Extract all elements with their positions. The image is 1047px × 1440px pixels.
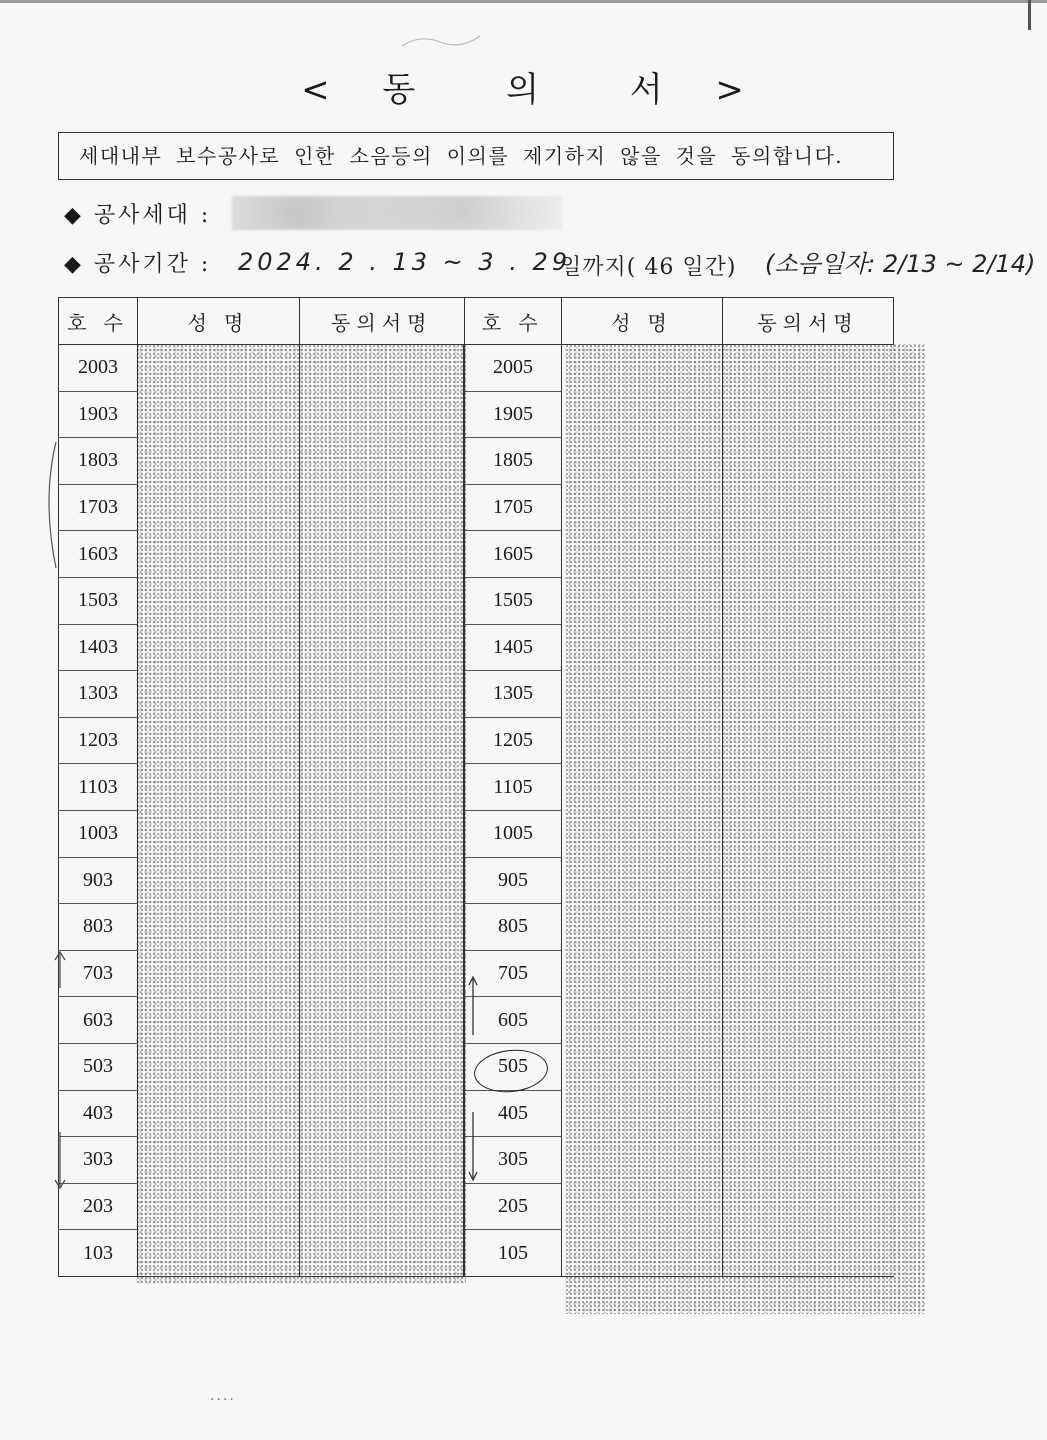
consent-statement-text: 세대내부 보수공사로 인한 소음등의 이의를 제기하지 않을 것을 동의합니다. [79,144,844,168]
unit-cell: 405 [464,1090,562,1137]
unit-cell: 1603 [59,531,138,578]
unit-cell: 1405 [464,624,562,671]
period-field [64,247,211,278]
scan-edge [1028,0,1031,30]
unit-cell: 805 [464,904,562,951]
document-title [0,62,1047,111]
unit-cell: 1103 [59,764,138,811]
unit-cell: 1003 [59,810,138,857]
unit-cell: 1305 [464,671,562,718]
unit-cell: 703 [59,950,138,997]
unit-cell: 803 [59,904,138,951]
unit-cell: 505 [464,1043,562,1090]
header-signature: 동의서명 [300,298,465,345]
unit-cell: 605 [464,997,562,1044]
arrow-up-icon [52,950,68,990]
unit-cell: 1905 [464,391,562,438]
title-bracket-close: > [715,70,746,110]
household-label: ◆ 공사세대 : [64,203,212,228]
scan-edge [0,0,1047,3]
redacted-names-right [565,344,925,1314]
unit-cell: 203 [59,1183,138,1230]
household-field [64,198,211,229]
unit-cell: 1605 [464,531,562,578]
unit-cell: 205 [464,1183,562,1230]
unit-cell: 903 [59,857,138,904]
arrow-up-icon [468,975,478,1037]
unit-cell: 1703 [59,484,138,531]
redacted-household [232,196,562,230]
consent-statement [58,132,894,180]
header-signature: 동의서명 [723,298,894,345]
unit-cell: 1105 [464,764,562,811]
unit-cell: 1303 [59,671,138,718]
table-header-row [59,298,894,345]
unit-cell: 1705 [464,484,562,531]
unit-cell: 1403 [59,624,138,671]
arrow-down-icon [468,1110,478,1182]
footer-marks: ···· [210,1392,236,1408]
unit-cell: 1505 [464,577,562,624]
period-label: ◆ 공사기간 : [64,252,212,277]
title-char: 서 [629,70,665,110]
title-char: 의 [506,70,541,110]
unit-cell: 2005 [464,345,562,392]
pencil-bracket [40,440,60,570]
period-dates: 2024. 2 . 13 ~ 3 . 29 [238,248,572,276]
header-name: 성 명 [138,298,300,345]
header-unit: 호 수 [464,298,562,345]
unit-cell: 1005 [464,810,562,857]
header-name: 성 명 [562,298,723,345]
unit-cell: 105 [464,1230,562,1277]
unit-cell: 103 [59,1230,138,1277]
unit-cell: 1205 [464,717,562,764]
unit-cell: 1203 [59,717,138,764]
unit-cell: 403 [59,1090,138,1137]
title-bracket-open: < [301,70,332,110]
unit-cell: 1803 [59,438,138,485]
title-char: 동 [382,70,418,110]
unit-cell: 1903 [59,391,138,438]
unit-cell: 303 [59,1137,138,1184]
unit-cell: 1503 [59,577,138,624]
redacted-names-left [136,344,466,1284]
unit-cell: 905 [464,857,562,904]
unit-cell: 503 [59,1043,138,1090]
unit-cell: 2003 [59,345,138,392]
arrow-down-icon [52,1130,68,1190]
period-duration: 일까지( 46 일간) [560,255,737,280]
unit-cell: 603 [59,997,138,1044]
unit-cell: 705 [464,950,562,997]
header-unit: 호 수 [59,298,138,345]
unit-cell: 1805 [464,438,562,485]
unit-cell: 305 [464,1137,562,1184]
pencil-scribble [400,30,490,50]
noise-date-note: (소음일자: 2/13 ~ 2/14) [765,250,1036,278]
